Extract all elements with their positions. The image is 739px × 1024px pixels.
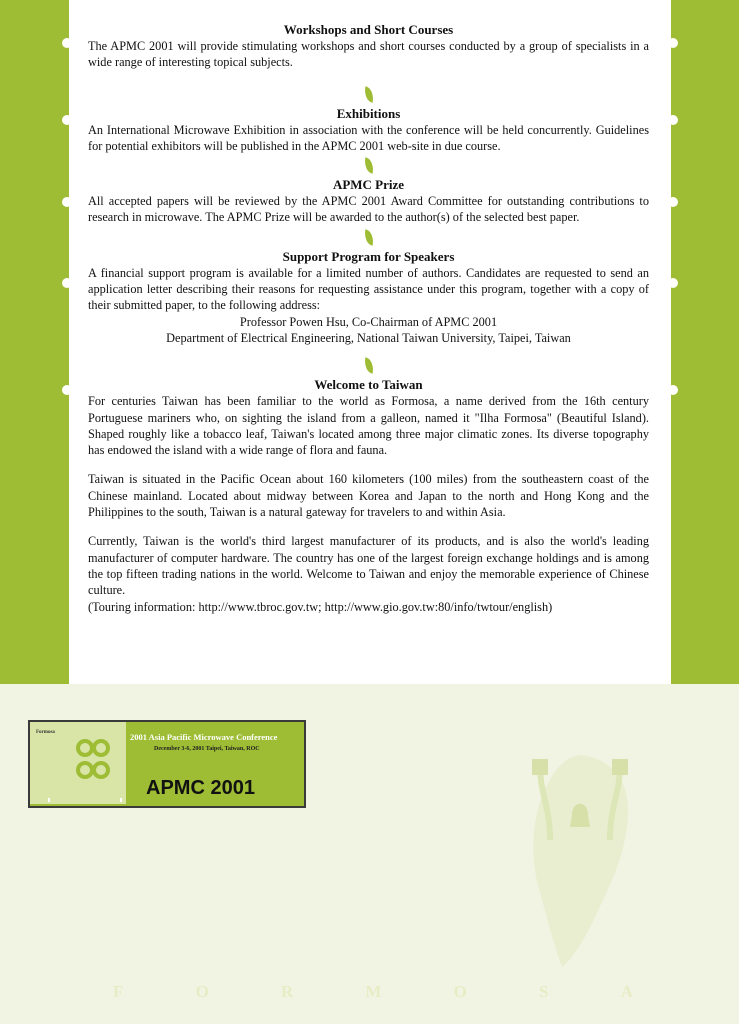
banner-small-label: Formosa bbox=[36, 730, 55, 735]
right-green-band bbox=[671, 0, 739, 684]
leaf-icon bbox=[362, 358, 374, 375]
section-exhibitions bbox=[88, 87, 649, 155]
leaf-icon bbox=[362, 229, 374, 246]
formosa-letter: O bbox=[453, 982, 467, 1001]
left-green-band bbox=[0, 0, 69, 684]
leaf-icon bbox=[362, 157, 374, 174]
section-paragraph: An International Microwave Exhibition in association with the conference will be held concurrently. Guidelines for potential exhibitors will be published in the APMC 2001 web-site in due course. bbox=[88, 122, 649, 153]
leaf-icon bbox=[362, 86, 374, 103]
section-paragraph: Taiwan is situated in the Pacific Ocean about 160 kilometers (100 miles) from the southeastern coast of the Chinese mainland. Located about midway between Korea and Japan to the north and Hong Kong and the Philippines to the south, Taiwan is a natural gateway for travelers to and within Asia. bbox=[88, 472, 649, 520]
section-title: APMC Prize bbox=[332, 177, 405, 193]
section-support-program bbox=[88, 230, 649, 346]
formosa-letter: F bbox=[113, 982, 124, 1001]
formosa-letter: R bbox=[280, 982, 294, 1001]
formosa-letter: O bbox=[195, 982, 209, 1001]
section-title: Support Program for Speakers bbox=[282, 248, 455, 264]
address-line: Professor Powen Hsu, Co-Chairman of APMC 2001 bbox=[239, 314, 498, 329]
section-title: Workshops and Short Courses bbox=[283, 22, 454, 37]
section-apmc-prize bbox=[88, 158, 649, 226]
section-workshops bbox=[88, 22, 649, 71]
article-body bbox=[88, 22, 649, 615]
banner-bar bbox=[48, 798, 122, 802]
content-panel bbox=[69, 0, 671, 684]
section-title: Welcome to Taiwan bbox=[314, 377, 423, 393]
banner-conference-title: 2001 Asia Pacific Microwave Conference bbox=[130, 732, 278, 742]
address-line: Department of Electrical Engineering, National Taiwan University, Taipei, Taiwan bbox=[166, 330, 571, 345]
section-title: Exhibitions bbox=[336, 105, 401, 121]
section-paragraph: Currently, Taiwan is the world's third largest manufacturer of its products, and is also the world's leading manufacturer of computer hardware. The country has one of the largest foreign exchange holdings and is among the top fifteen trading nations in the world. Welcome to Taiwan and enjoy the memorable experience of Chinese culture. bbox=[88, 534, 649, 598]
formosa-letters bbox=[113, 982, 633, 1002]
formosa-letter: A bbox=[620, 982, 633, 1001]
section-paragraph: For centuries Taiwan has been familiar to the world as Formosa, a name derived from the 16th century Portuguese mariners who, on sighting the island from a galleon, named it "Ilha Formosa" (Beautiful Island). Shaped roughly like a tobacco leaf, Taiwan's located among three major climatic zones. Its diverse topography has endowed the island with a wide range of flora and fauna. bbox=[88, 394, 649, 458]
banner-logo-text: APMC 2001 bbox=[146, 777, 255, 799]
section-welcome-taiwan bbox=[88, 358, 649, 615]
touring-info: (Touring information: http://www.tbroc.gov.tw; http://www.gio.gov.tw:80/info/twtour/english) bbox=[88, 599, 553, 614]
formosa-letter: S bbox=[539, 982, 549, 1001]
banner-dates: December 3-6, 2001 Taipei, Taiwan, ROC bbox=[154, 746, 260, 752]
rings-logo-icon bbox=[75, 738, 111, 782]
section-paragraph: The APMC 2001 will provide stimulating workshops and short courses conducted by a group of specialists in a wide range of interesting topical subjects. bbox=[88, 39, 649, 70]
apmc-banner bbox=[28, 720, 306, 808]
formosa-letter: M bbox=[365, 982, 382, 1001]
section-paragraph: A financial support program is available for a limited number of authors. Candidates are requested to send an application letter describing their reasons for requesting assistance under this program, together with a copy of their submitted paper, to the following address: bbox=[88, 265, 649, 313]
taiwan-watermark-icon bbox=[510, 745, 650, 975]
section-paragraph: All accepted papers will be reviewed by the APMC 2001 Award Committee for outstanding contributions to research in microwave. The APMC Prize will be awarded to the author(s) of the selected best paper. bbox=[88, 194, 649, 225]
